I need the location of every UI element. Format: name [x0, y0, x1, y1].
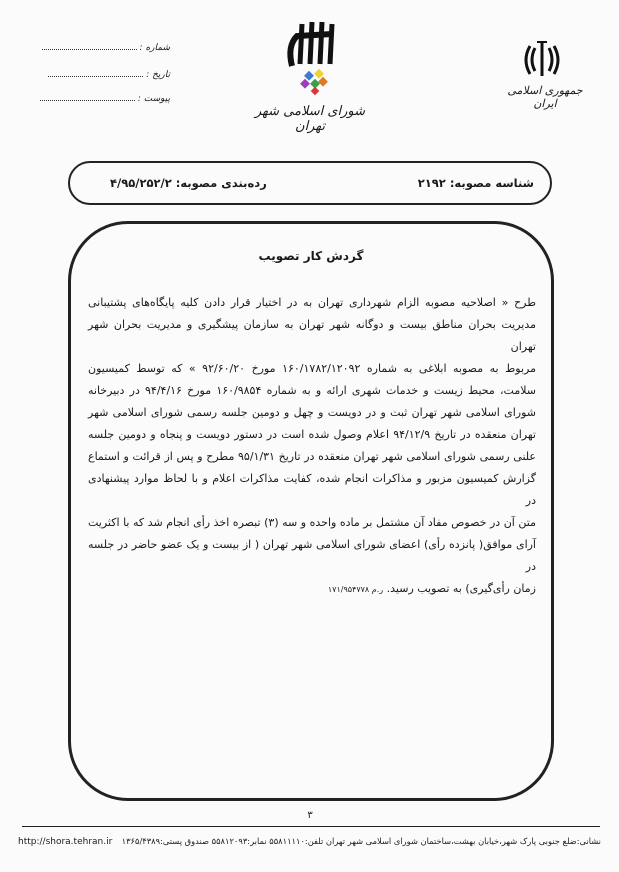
attachment-field [30, 94, 170, 104]
body-text [88, 292, 536, 601]
tehran-council-logo-icon [282, 16, 342, 96]
approval-classification: رده‌بندی مصوبه: ۴/۹۵/۲۵۲/۲ [110, 176, 267, 190]
iran-emblem-icon [522, 38, 562, 82]
body-line: مربوط به مصوبه ابلاغی به شماره ۱۶۰/۱۷۸۲/۱۲۰۹۲ مورخ ۹۲/۶۰/۲۰ » که توسط کمیسیون [88, 362, 536, 375]
body-line: تهران منعقده در تاریخ ۹۴/۱۲/۹ اعلام وصول شده است در دستور دویست و پنجاه و دومین جلسه [88, 428, 536, 441]
body-line: گزارش کمیسیون مزبور و مذاکرات انجام شده، کفایت مذاکرات اعلام و با لحاظ موارد پیشنهادی در [88, 472, 536, 507]
document-title: گردش کار تصویب [258, 249, 364, 263]
footer-url-link[interactable]: http://shora.tehran.ir [18, 837, 113, 847]
footer-divider [22, 826, 600, 827]
body-line: مدیریت بحران مناطق بیست و دوگانه شهر تهران به سازمان پیشگیری و مدیریت بحران شهر تهران [88, 318, 536, 353]
body-line: سلامت، محیط زیست و خدمات شهری ارائه و به شماره ۱۶۰/۹۸۵۴ مورخ ۹۴/۴/۱۶ در دبیرخانه [88, 384, 536, 397]
body-line: علنی رسمی شورای اسلامی شهر تهران منعقده در تاریخ ۹۵/۱/۳۱ مطرح و پس از قرائت و استماع [88, 450, 536, 463]
country-name: جمهوری اسلامی ایران [507, 84, 583, 110]
body-line-last [88, 578, 536, 601]
attachment-label: پیوست : [137, 94, 170, 104]
approval-id-box [68, 161, 552, 205]
footer [18, 836, 601, 847]
body-line: شورای اسلامی شهر تهران ثبت و در دویست و چهل و دومین جلسه رسمی شورای اسلامی شهر [88, 406, 536, 419]
council-name: شورای اسلامی شهر تهران [254, 104, 366, 134]
approval-id: شناسه مصوبه: ۲۱۹۲ [417, 176, 534, 190]
body-line: آرای موافق( پانزده رأی) اعضای شورای اسلامی شهر تهران ( از بیست و یک عضو حاضر در جلسه در [88, 538, 536, 573]
reference-number: ر.م ۱۷۱/۹۵۴۷۷۸ [327, 585, 384, 594]
body-line: زمان رأی‌گیری) به تصویب رسید. [386, 582, 536, 595]
body-line: طرح « اصلاحیه مصوبه الزام شهرداری تهران به در اختیار قرار دادن کلیه پایگاه‌های پشتیبانی [88, 296, 536, 309]
page-number: ۳ [307, 810, 313, 821]
date-field [30, 70, 170, 80]
footer-address: نشانی:ضلع جنوبی پارک شهر،خیابان بهشت،ساختمان شورای اسلامی شهر تهران تلفن:۵۵۸۱۱۱۱۰ نمابر:۵۵۸۱۲۰۹۳ صندوق پستی:۱۳۶۵/۴۳۸۹ [121, 836, 601, 846]
number-label: شماره : [139, 43, 170, 53]
date-label: تاریخ : [146, 70, 170, 80]
number-field [30, 43, 170, 53]
body-line: متن آن در خصوص مفاد آن مشتمل بر ماده واحده و سه (۳) تبصره اخذ رأی انجام شد که با اکثریت [88, 516, 536, 529]
